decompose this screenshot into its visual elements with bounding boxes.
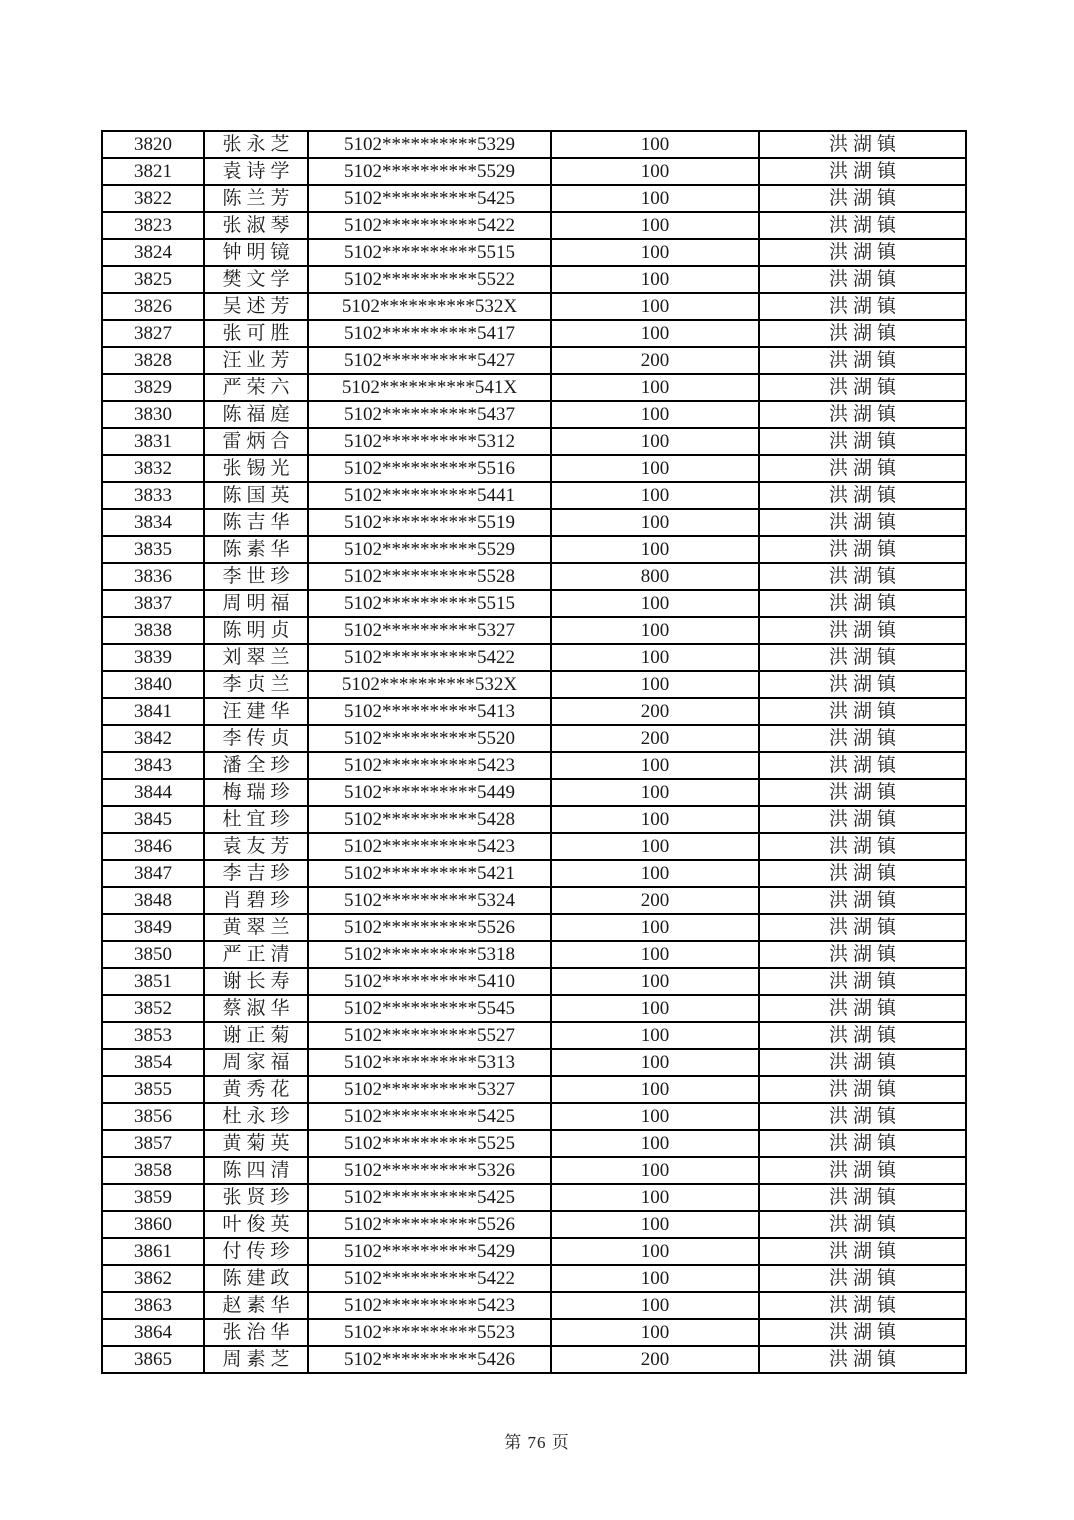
cell-name: 肖碧珍 bbox=[204, 887, 308, 914]
table-row bbox=[102, 1319, 966, 1346]
cell-name: 张可胜 bbox=[204, 320, 308, 347]
cell-id-number: 5102**********5326 bbox=[308, 1157, 551, 1184]
table-row bbox=[102, 671, 966, 698]
cell-id-number: 5102**********5425 bbox=[308, 1103, 551, 1130]
cell-serial-number: 3851 bbox=[102, 968, 204, 995]
cell-id-number: 5102**********5425 bbox=[308, 1184, 551, 1211]
cell-name: 叶俊英 bbox=[204, 1211, 308, 1238]
cell-town: 洪湖镇 bbox=[759, 509, 966, 536]
table-row bbox=[102, 1049, 966, 1076]
cell-name: 李吉珍 bbox=[204, 860, 308, 887]
cell-amount: 100 bbox=[551, 752, 759, 779]
cell-name: 袁诗学 bbox=[204, 158, 308, 185]
cell-town: 洪湖镇 bbox=[759, 779, 966, 806]
cell-serial-number: 3843 bbox=[102, 752, 204, 779]
cell-town: 洪湖镇 bbox=[759, 590, 966, 617]
cell-amount: 200 bbox=[551, 1346, 759, 1373]
cell-serial-number: 3823 bbox=[102, 212, 204, 239]
cell-name: 陈兰芳 bbox=[204, 185, 308, 212]
table-row bbox=[102, 860, 966, 887]
cell-id-number: 5102**********532X bbox=[308, 293, 551, 320]
cell-id-number: 5102**********5529 bbox=[308, 158, 551, 185]
cell-id-number: 5102**********5425 bbox=[308, 185, 551, 212]
cell-town: 洪湖镇 bbox=[759, 698, 966, 725]
cell-id-number: 5102**********5318 bbox=[308, 941, 551, 968]
cell-town: 洪湖镇 bbox=[759, 968, 966, 995]
cell-id-number: 5102**********5526 bbox=[308, 1211, 551, 1238]
cell-id-number: 5102**********5324 bbox=[308, 887, 551, 914]
cell-id-number: 5102**********5515 bbox=[308, 590, 551, 617]
cell-id-number: 5102**********5329 bbox=[308, 131, 551, 158]
cell-serial-number: 3821 bbox=[102, 158, 204, 185]
cell-id-number: 5102**********5429 bbox=[308, 1238, 551, 1265]
cell-town: 洪湖镇 bbox=[759, 1130, 966, 1157]
cell-serial-number: 3838 bbox=[102, 617, 204, 644]
table-row bbox=[102, 428, 966, 455]
cell-id-number: 5102**********5410 bbox=[308, 968, 551, 995]
cell-id-number: 5102**********5423 bbox=[308, 752, 551, 779]
cell-name: 杜宜珍 bbox=[204, 806, 308, 833]
cell-town: 洪湖镇 bbox=[759, 644, 966, 671]
cell-amount: 100 bbox=[551, 158, 759, 185]
cell-id-number: 5102**********5525 bbox=[308, 1130, 551, 1157]
table-row bbox=[102, 320, 966, 347]
table-row bbox=[102, 1211, 966, 1238]
cell-id-number: 5102**********5422 bbox=[308, 644, 551, 671]
table-row bbox=[102, 536, 966, 563]
cell-id-number: 5102**********5515 bbox=[308, 239, 551, 266]
cell-town: 洪湖镇 bbox=[759, 914, 966, 941]
cell-amount: 100 bbox=[551, 968, 759, 995]
cell-amount: 100 bbox=[551, 671, 759, 698]
cell-amount: 100 bbox=[551, 185, 759, 212]
cell-town: 洪湖镇 bbox=[759, 671, 966, 698]
table-row bbox=[102, 401, 966, 428]
cell-amount: 100 bbox=[551, 1292, 759, 1319]
cell-amount: 100 bbox=[551, 1319, 759, 1346]
table-row bbox=[102, 968, 966, 995]
cell-amount: 200 bbox=[551, 698, 759, 725]
table-row bbox=[102, 131, 966, 158]
cell-amount: 100 bbox=[551, 941, 759, 968]
cell-serial-number: 3850 bbox=[102, 941, 204, 968]
cell-amount: 100 bbox=[551, 1076, 759, 1103]
cell-town: 洪湖镇 bbox=[759, 1211, 966, 1238]
cell-id-number: 5102**********5413 bbox=[308, 698, 551, 725]
cell-town: 洪湖镇 bbox=[759, 1319, 966, 1346]
cell-serial-number: 3864 bbox=[102, 1319, 204, 1346]
cell-amount: 100 bbox=[551, 1049, 759, 1076]
table-row bbox=[102, 887, 966, 914]
cell-town: 洪湖镇 bbox=[759, 1184, 966, 1211]
cell-id-number: 5102**********5312 bbox=[308, 428, 551, 455]
cell-serial-number: 3853 bbox=[102, 1022, 204, 1049]
cell-name: 张淑琴 bbox=[204, 212, 308, 239]
cell-amount: 100 bbox=[551, 860, 759, 887]
cell-town: 洪湖镇 bbox=[759, 374, 966, 401]
cell-name: 谢正菊 bbox=[204, 1022, 308, 1049]
cell-serial-number: 3825 bbox=[102, 266, 204, 293]
cell-amount: 100 bbox=[551, 1130, 759, 1157]
cell-serial-number: 3827 bbox=[102, 320, 204, 347]
table-row bbox=[102, 779, 966, 806]
cell-amount: 100 bbox=[551, 590, 759, 617]
cell-amount: 100 bbox=[551, 212, 759, 239]
cell-name: 赵素华 bbox=[204, 1292, 308, 1319]
cell-amount: 100 bbox=[551, 482, 759, 509]
cell-town: 洪湖镇 bbox=[759, 239, 966, 266]
cell-amount: 800 bbox=[551, 563, 759, 590]
cell-town: 洪湖镇 bbox=[759, 347, 966, 374]
cell-serial-number: 3829 bbox=[102, 374, 204, 401]
cell-amount: 100 bbox=[551, 1157, 759, 1184]
cell-town: 洪湖镇 bbox=[759, 266, 966, 293]
cell-name: 刘翠兰 bbox=[204, 644, 308, 671]
table-row bbox=[102, 806, 966, 833]
cell-serial-number: 3835 bbox=[102, 536, 204, 563]
table-row bbox=[102, 158, 966, 185]
table-row bbox=[102, 563, 966, 590]
cell-town: 洪湖镇 bbox=[759, 428, 966, 455]
cell-town: 洪湖镇 bbox=[759, 1346, 966, 1373]
table-row bbox=[102, 1022, 966, 1049]
table-row bbox=[102, 293, 966, 320]
cell-name: 周明福 bbox=[204, 590, 308, 617]
cell-name: 严正清 bbox=[204, 941, 308, 968]
cell-serial-number: 3847 bbox=[102, 860, 204, 887]
cell-town: 洪湖镇 bbox=[759, 617, 966, 644]
cell-name: 潘全珍 bbox=[204, 752, 308, 779]
cell-amount: 200 bbox=[551, 887, 759, 914]
cell-name: 汪业芳 bbox=[204, 347, 308, 374]
cell-id-number: 5102**********5516 bbox=[308, 455, 551, 482]
cell-amount: 100 bbox=[551, 293, 759, 320]
cell-id-number: 5102**********5426 bbox=[308, 1346, 551, 1373]
table-row bbox=[102, 1076, 966, 1103]
cell-serial-number: 3849 bbox=[102, 914, 204, 941]
cell-id-number: 5102**********5437 bbox=[308, 401, 551, 428]
cell-town: 洪湖镇 bbox=[759, 1265, 966, 1292]
cell-name: 钟明镜 bbox=[204, 239, 308, 266]
cell-id-number: 5102**********5526 bbox=[308, 914, 551, 941]
cell-id-number: 5102**********5441 bbox=[308, 482, 551, 509]
cell-town: 洪湖镇 bbox=[759, 1238, 966, 1265]
beneficiary-table bbox=[101, 130, 967, 1374]
cell-serial-number: 3830 bbox=[102, 401, 204, 428]
cell-name: 梅瑞珍 bbox=[204, 779, 308, 806]
cell-serial-number: 3841 bbox=[102, 698, 204, 725]
cell-serial-number: 3865 bbox=[102, 1346, 204, 1373]
cell-town: 洪湖镇 bbox=[759, 158, 966, 185]
cell-id-number: 5102**********5417 bbox=[308, 320, 551, 347]
cell-town: 洪湖镇 bbox=[759, 185, 966, 212]
cell-amount: 100 bbox=[551, 644, 759, 671]
cell-name: 李贞兰 bbox=[204, 671, 308, 698]
cell-id-number: 5102**********5428 bbox=[308, 806, 551, 833]
cell-amount: 100 bbox=[551, 455, 759, 482]
cell-name: 杜永珍 bbox=[204, 1103, 308, 1130]
table-row bbox=[102, 1130, 966, 1157]
cell-id-number: 5102**********532X bbox=[308, 671, 551, 698]
cell-serial-number: 3857 bbox=[102, 1130, 204, 1157]
cell-name: 严荣六 bbox=[204, 374, 308, 401]
cell-town: 洪湖镇 bbox=[759, 563, 966, 590]
cell-amount: 100 bbox=[551, 266, 759, 293]
table-row bbox=[102, 1157, 966, 1184]
table-row bbox=[102, 482, 966, 509]
table-row bbox=[102, 617, 966, 644]
table-body bbox=[102, 131, 966, 1373]
cell-serial-number: 3820 bbox=[102, 131, 204, 158]
cell-amount: 100 bbox=[551, 1265, 759, 1292]
page-footer bbox=[0, 1428, 1074, 1453]
cell-amount: 100 bbox=[551, 1238, 759, 1265]
cell-id-number: 5102**********5422 bbox=[308, 1265, 551, 1292]
cell-id-number: 5102**********5421 bbox=[308, 860, 551, 887]
cell-amount: 100 bbox=[551, 806, 759, 833]
cell-amount: 100 bbox=[551, 833, 759, 860]
cell-name: 樊文学 bbox=[204, 266, 308, 293]
cell-name: 张永芝 bbox=[204, 131, 308, 158]
cell-serial-number: 3833 bbox=[102, 482, 204, 509]
cell-town: 洪湖镇 bbox=[759, 833, 966, 860]
cell-serial-number: 3826 bbox=[102, 293, 204, 320]
cell-name: 黄秀花 bbox=[204, 1076, 308, 1103]
cell-serial-number: 3837 bbox=[102, 590, 204, 617]
cell-amount: 100 bbox=[551, 428, 759, 455]
cell-town: 洪湖镇 bbox=[759, 293, 966, 320]
cell-amount: 100 bbox=[551, 374, 759, 401]
table-row bbox=[102, 698, 966, 725]
cell-id-number: 5102**********5423 bbox=[308, 1292, 551, 1319]
cell-amount: 100 bbox=[551, 509, 759, 536]
cell-serial-number: 3854 bbox=[102, 1049, 204, 1076]
cell-name: 付传珍 bbox=[204, 1238, 308, 1265]
cell-town: 洪湖镇 bbox=[759, 455, 966, 482]
cell-town: 洪湖镇 bbox=[759, 1076, 966, 1103]
cell-name: 黄菊英 bbox=[204, 1130, 308, 1157]
cell-id-number: 5102**********5523 bbox=[308, 1319, 551, 1346]
cell-amount: 100 bbox=[551, 995, 759, 1022]
cell-serial-number: 3839 bbox=[102, 644, 204, 671]
table-row bbox=[102, 1265, 966, 1292]
table-row bbox=[102, 347, 966, 374]
cell-amount: 100 bbox=[551, 914, 759, 941]
cell-serial-number: 3852 bbox=[102, 995, 204, 1022]
cell-id-number: 5102**********5528 bbox=[308, 563, 551, 590]
cell-name: 陈明贞 bbox=[204, 617, 308, 644]
cell-serial-number: 3836 bbox=[102, 563, 204, 590]
cell-amount: 100 bbox=[551, 239, 759, 266]
cell-serial-number: 3860 bbox=[102, 1211, 204, 1238]
cell-town: 洪湖镇 bbox=[759, 482, 966, 509]
cell-id-number: 5102**********5422 bbox=[308, 212, 551, 239]
table-row bbox=[102, 1238, 966, 1265]
table-row bbox=[102, 590, 966, 617]
cell-name: 陈四清 bbox=[204, 1157, 308, 1184]
cell-amount: 100 bbox=[551, 1184, 759, 1211]
table-row bbox=[102, 1346, 966, 1373]
table-row bbox=[102, 509, 966, 536]
cell-amount: 200 bbox=[551, 725, 759, 752]
cell-serial-number: 3844 bbox=[102, 779, 204, 806]
cell-name: 周素芝 bbox=[204, 1346, 308, 1373]
table-row bbox=[102, 752, 966, 779]
table-row bbox=[102, 239, 966, 266]
cell-serial-number: 3842 bbox=[102, 725, 204, 752]
table-row bbox=[102, 1292, 966, 1319]
cell-town: 洪湖镇 bbox=[759, 401, 966, 428]
table-row bbox=[102, 374, 966, 401]
cell-amount: 100 bbox=[551, 1211, 759, 1238]
cell-town: 洪湖镇 bbox=[759, 752, 966, 779]
cell-serial-number: 3856 bbox=[102, 1103, 204, 1130]
cell-amount: 100 bbox=[551, 1103, 759, 1130]
cell-name: 陈吉华 bbox=[204, 509, 308, 536]
cell-name: 张治华 bbox=[204, 1319, 308, 1346]
table-row bbox=[102, 266, 966, 293]
cell-serial-number: 3824 bbox=[102, 239, 204, 266]
cell-name: 谢长寿 bbox=[204, 968, 308, 995]
cell-town: 洪湖镇 bbox=[759, 860, 966, 887]
cell-amount: 200 bbox=[551, 347, 759, 374]
table-row bbox=[102, 1184, 966, 1211]
table-row bbox=[102, 185, 966, 212]
cell-id-number: 5102**********5313 bbox=[308, 1049, 551, 1076]
cell-serial-number: 3863 bbox=[102, 1292, 204, 1319]
cell-town: 洪湖镇 bbox=[759, 887, 966, 914]
cell-serial-number: 3861 bbox=[102, 1238, 204, 1265]
cell-id-number: 5102**********5520 bbox=[308, 725, 551, 752]
cell-amount: 100 bbox=[551, 779, 759, 806]
cell-id-number: 5102**********5449 bbox=[308, 779, 551, 806]
table-row bbox=[102, 914, 966, 941]
cell-name: 李世珍 bbox=[204, 563, 308, 590]
cell-serial-number: 3832 bbox=[102, 455, 204, 482]
cell-amount: 100 bbox=[551, 131, 759, 158]
cell-name: 陈国英 bbox=[204, 482, 308, 509]
cell-id-number: 5102**********5545 bbox=[308, 995, 551, 1022]
cell-amount: 100 bbox=[551, 536, 759, 563]
cell-id-number: 5102**********5423 bbox=[308, 833, 551, 860]
cell-amount: 100 bbox=[551, 320, 759, 347]
cell-serial-number: 3845 bbox=[102, 806, 204, 833]
cell-id-number: 5102**********5529 bbox=[308, 536, 551, 563]
table-row bbox=[102, 941, 966, 968]
cell-town: 洪湖镇 bbox=[759, 1292, 966, 1319]
cell-serial-number: 3862 bbox=[102, 1265, 204, 1292]
cell-serial-number: 3848 bbox=[102, 887, 204, 914]
cell-serial-number: 3846 bbox=[102, 833, 204, 860]
cell-id-number: 5102**********541X bbox=[308, 374, 551, 401]
cell-serial-number: 3859 bbox=[102, 1184, 204, 1211]
table-row bbox=[102, 725, 966, 752]
cell-name: 张贤珍 bbox=[204, 1184, 308, 1211]
cell-id-number: 5102**********5327 bbox=[308, 1076, 551, 1103]
cell-serial-number: 3834 bbox=[102, 509, 204, 536]
cell-serial-number: 3822 bbox=[102, 185, 204, 212]
cell-town: 洪湖镇 bbox=[759, 941, 966, 968]
cell-name: 袁友芳 bbox=[204, 833, 308, 860]
cell-serial-number: 3828 bbox=[102, 347, 204, 374]
cell-name: 陈福庭 bbox=[204, 401, 308, 428]
cell-id-number: 5102**********5327 bbox=[308, 617, 551, 644]
cell-town: 洪湖镇 bbox=[759, 212, 966, 239]
cell-town: 洪湖镇 bbox=[759, 995, 966, 1022]
cell-name: 蔡淑华 bbox=[204, 995, 308, 1022]
cell-name: 张锡光 bbox=[204, 455, 308, 482]
cell-town: 洪湖镇 bbox=[759, 1157, 966, 1184]
cell-serial-number: 3855 bbox=[102, 1076, 204, 1103]
cell-name: 周家福 bbox=[204, 1049, 308, 1076]
table-row bbox=[102, 455, 966, 482]
cell-id-number: 5102**********5519 bbox=[308, 509, 551, 536]
cell-town: 洪湖镇 bbox=[759, 806, 966, 833]
cell-id-number: 5102**********5522 bbox=[308, 266, 551, 293]
cell-serial-number: 3858 bbox=[102, 1157, 204, 1184]
cell-serial-number: 3831 bbox=[102, 428, 204, 455]
table-row bbox=[102, 212, 966, 239]
cell-amount: 100 bbox=[551, 401, 759, 428]
cell-town: 洪湖镇 bbox=[759, 1103, 966, 1130]
cell-town: 洪湖镇 bbox=[759, 725, 966, 752]
cell-id-number: 5102**********5427 bbox=[308, 347, 551, 374]
cell-name: 陈素华 bbox=[204, 536, 308, 563]
table-row bbox=[102, 833, 966, 860]
table-row bbox=[102, 644, 966, 671]
cell-name: 黄翠兰 bbox=[204, 914, 308, 941]
cell-name: 李传贞 bbox=[204, 725, 308, 752]
cell-town: 洪湖镇 bbox=[759, 536, 966, 563]
page-number: 第 76 页 bbox=[504, 1433, 570, 1452]
cell-town: 洪湖镇 bbox=[759, 1049, 966, 1076]
cell-amount: 100 bbox=[551, 1022, 759, 1049]
cell-amount: 100 bbox=[551, 617, 759, 644]
cell-serial-number: 3840 bbox=[102, 671, 204, 698]
cell-town: 洪湖镇 bbox=[759, 1022, 966, 1049]
cell-town: 洪湖镇 bbox=[759, 320, 966, 347]
table-row bbox=[102, 995, 966, 1022]
cell-town: 洪湖镇 bbox=[759, 131, 966, 158]
table-row bbox=[102, 1103, 966, 1130]
cell-name: 雷炳合 bbox=[204, 428, 308, 455]
cell-id-number: 5102**********5527 bbox=[308, 1022, 551, 1049]
cell-name: 汪建华 bbox=[204, 698, 308, 725]
cell-name: 吴述芳 bbox=[204, 293, 308, 320]
cell-name: 陈建政 bbox=[204, 1265, 308, 1292]
